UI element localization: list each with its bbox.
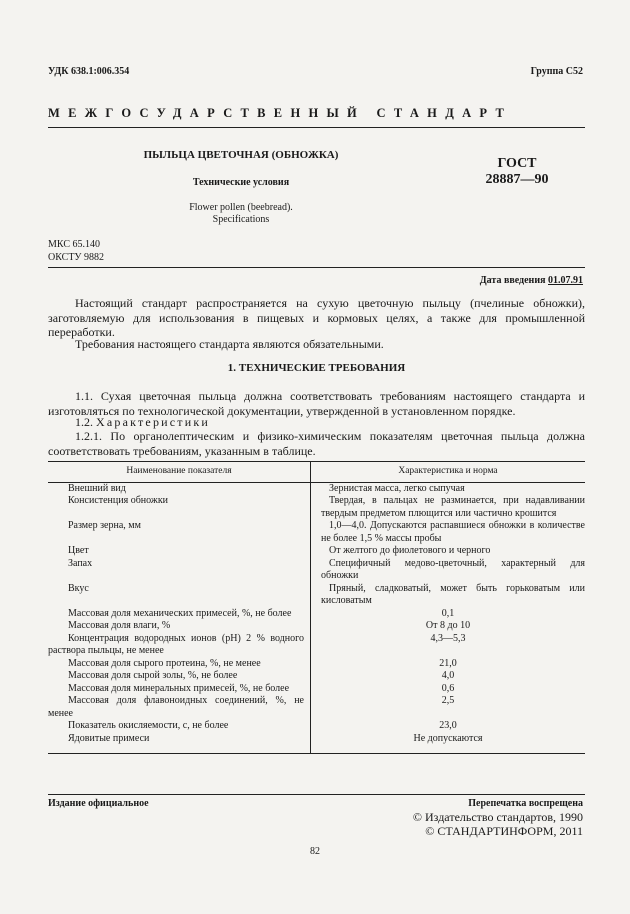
table-header-row [48, 462, 585, 483]
clause-1-2-number: 1.2. [75, 414, 96, 429]
norm-cell [311, 720, 586, 733]
gost-block [462, 156, 572, 188]
indicator-cell [48, 670, 311, 683]
norm-value: 4,3—5,3 [430, 632, 466, 644]
indicator-cell [48, 545, 311, 558]
group-code: Группа С52 [530, 66, 583, 77]
indicator-cell [48, 695, 311, 720]
header-divider [48, 127, 585, 128]
norm-cell [311, 608, 586, 621]
indicator-cell [48, 683, 311, 696]
table-row [48, 558, 585, 583]
table-row [48, 495, 585, 520]
norm-cell [311, 633, 586, 658]
norm-value: 0,6 [441, 682, 455, 694]
footer-divider [48, 794, 585, 795]
norm-value: 23,0 [439, 720, 457, 731]
indicator-name: Показатель окисляемости, с, не более [68, 720, 229, 731]
gost-number: 28887—90 [485, 172, 549, 187]
indicator-cell [48, 720, 311, 733]
indicator-cell [48, 482, 311, 495]
norm-cell [311, 583, 586, 608]
norm-cell [311, 670, 586, 683]
norm-value: Твердая, в пальцах не разминается, при надавливании твердым предметом плющится или частично крошится [321, 495, 585, 519]
indicator-cell [48, 733, 311, 754]
document-subtitle: Технические условия [192, 177, 290, 188]
norm-value: Пряный, сладковатый, может быть горьковатым или кисловатым [321, 582, 585, 606]
norm-value: Специфичный медово-цветочный, характерный для обножки [321, 557, 585, 581]
norm-cell [311, 545, 586, 558]
intro-date-value: 01.07.91 [548, 275, 583, 286]
document-title: ПЫЛЬЦА ЦВЕТОЧНАЯ (ОБНОЖКА) [143, 149, 339, 161]
indicator-name: Концентрация водородных ионов (pH) 2 % водного раствора пыльцы, не менее [48, 632, 304, 656]
column-header-indicator: Наименование показателя [48, 462, 311, 483]
table-body [48, 482, 585, 754]
norm-cell [311, 520, 586, 545]
copyright-line-1: © Издательство стандартов, 1990 [412, 810, 583, 824]
norm-value: От желтого до фиолетового и черного [329, 545, 491, 556]
udk-code: УДК 638.1:006.354 [48, 66, 130, 77]
table-row [48, 620, 585, 633]
table-row [48, 733, 585, 754]
mandatory-paragraph: Требования настоящего стандарта являются обязательными. [75, 337, 384, 351]
indicator-name: Массовая доля минеральных примесей, %, не более [68, 682, 290, 694]
table-row [48, 545, 585, 558]
table-row [48, 670, 585, 683]
indicator-name: Массовая доля флавоноидных соединений, %, не менее [48, 695, 304, 719]
indicator-name: Массовая доля сырого протеина, %, не менее [68, 657, 261, 669]
norm-value: 4,0 [441, 670, 455, 681]
norm-cell [311, 482, 586, 495]
table-row [48, 482, 585, 495]
copyright-line-2: © СТАНДАРТИНФОРМ, 2011 [425, 824, 583, 838]
table-row [48, 720, 585, 733]
norm-value: 1,0—4,0. Допускаются распавшиеся обножки в количестве не более 1,5 % массы пробы [321, 520, 585, 544]
gost-label: ГОСТ [497, 156, 537, 171]
section-heading: 1. ТЕХНИЧЕСКИЕ ТРЕБОВАНИЯ [227, 362, 406, 374]
norm-value: Не допускаются [413, 732, 483, 744]
norm-value: От 8 до 10 [425, 620, 471, 631]
norm-cell [311, 695, 586, 720]
official-edition-label: Издание официальное [48, 798, 149, 809]
clause-1-2 [48, 415, 585, 430]
indicator-cell [48, 620, 311, 633]
classification-codes [48, 238, 104, 264]
indicator-name: Консистенция обножки [68, 495, 169, 506]
specification-table [48, 461, 585, 754]
norm-cell [311, 495, 586, 520]
scope-paragraph: Настоящий стандарт распространяется на сухую цветочную пыльцу (пчелиные обножки), заготовляемую для использования в пищевых и кормовых целях, а также для промышленной переработки. [48, 296, 585, 340]
indicator-cell [48, 658, 311, 671]
indicator-name: Размер зерна, мм [68, 520, 141, 531]
indicator-name: Вкус [68, 582, 89, 594]
norm-value: 21,0 [439, 657, 457, 669]
indicator-cell [48, 495, 311, 520]
indicator-name: Массовая доля механических примесей, %, не более [68, 607, 292, 619]
norm-value: Зернистая масса, легко сыпучая [329, 482, 465, 494]
indicator-name: Массовая доля влаги, % [68, 620, 171, 631]
table-row [48, 633, 585, 658]
column-header-norm: Характеристика и норма [311, 462, 586, 483]
reprint-prohibited-label: Перепечатка воспрещена [468, 798, 583, 809]
indicator-cell [48, 633, 311, 658]
standard-type-heading: МЕЖГОСУДАРСТВЕННЫЙ СТАНДАРТ [48, 106, 513, 120]
indicator-cell [48, 583, 311, 608]
indicator-name: Цвет [68, 545, 89, 556]
norm-cell [311, 620, 586, 633]
table-row [48, 658, 585, 671]
english-title-line-2: Specifications [212, 214, 270, 225]
norm-cell [311, 683, 586, 696]
indicator-name: Внешний вид [68, 482, 126, 494]
norm-cell [311, 658, 586, 671]
introduction-date [480, 275, 583, 286]
indicator-name: Ядовитые примеси [68, 732, 150, 744]
table-row [48, 695, 585, 720]
indicator-cell [48, 520, 311, 545]
indicator-name: Массовая доля сырой золы, %, не более [68, 670, 238, 681]
norm-cell [311, 733, 586, 754]
page-number: 82 [310, 846, 320, 857]
table-row [48, 608, 585, 621]
okstu-code: ОКСТУ 9882 [48, 252, 105, 263]
norm-value: 0,1 [441, 607, 455, 619]
indicator-name: Запах [68, 557, 93, 569]
clause-1-1: 1.1. Сухая цветочная пыльца должна соответствовать требованиям настоящего стандарта и изготовляться по технологической документации, утвержденной в установленном порядке. [48, 389, 585, 418]
codes-divider [48, 267, 585, 268]
intro-date-label: Дата введения [479, 275, 546, 286]
table-row [48, 583, 585, 608]
indicator-cell [48, 558, 311, 583]
english-title-line-1: Flower pollen (beebread). [189, 202, 293, 213]
norm-value: 2,5 [441, 695, 455, 706]
table-row [48, 683, 585, 696]
indicator-cell [48, 608, 311, 621]
clause-1-2-title: Характеристики [96, 414, 211, 429]
clause-1-2-1: 1.2.1. По органолептическим и физико-химическим показателям цветочная пыльца должна соответствовать требованиям, указанным в таблице. [48, 429, 585, 458]
norm-cell [311, 558, 586, 583]
table-row [48, 520, 585, 545]
mks-code: МКС 65.140 [48, 239, 100, 250]
